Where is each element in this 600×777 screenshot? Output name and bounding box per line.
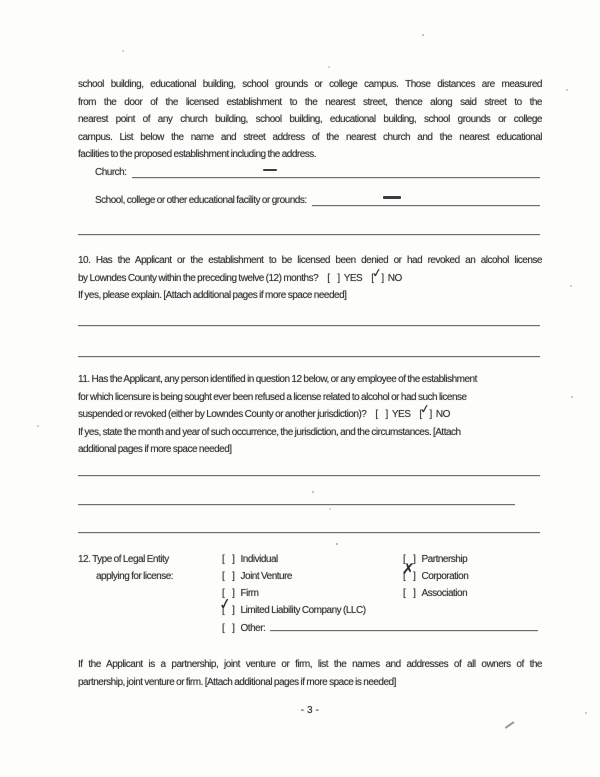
check-mark-icon: [ ] ✓ xyxy=(419,401,432,417)
q11-text-line: for which licensure is being sought ever been refused a license related to alcohol or had such license xyxy=(78,391,467,403)
q11-no-label: NO xyxy=(435,409,450,420)
check-mark-icon: [ ] ✓ xyxy=(371,264,384,281)
school-write-in-line[interactable] xyxy=(312,192,540,206)
q12-association-checkbox[interactable] xyxy=(403,585,417,602)
q11-write-in-line[interactable] xyxy=(78,461,540,476)
q12-option-label: Limited Liability Company (LLC) xyxy=(240,605,366,616)
church-field-row xyxy=(95,164,540,178)
x-mark-icon: [ ] ✗ xyxy=(401,560,416,579)
intro-line: school building, educational building, school grounds or college campus. Those distances are measured xyxy=(78,79,542,90)
intro-line: facilities to the proposed establishment including the address. xyxy=(78,149,317,160)
page-number: - 3 - xyxy=(300,705,320,716)
question-11 xyxy=(78,371,542,459)
q12-joint-venture-checkbox[interactable] xyxy=(222,568,236,585)
scan-speck xyxy=(329,508,331,510)
q11-write-in-line[interactable] xyxy=(78,518,540,533)
church-write-in-line[interactable] xyxy=(132,164,540,178)
q12-option-other[interactable] xyxy=(222,619,538,636)
scan-artifact-dash xyxy=(263,169,277,171)
scan-speck xyxy=(566,89,568,91)
scan-speck xyxy=(336,543,338,545)
q10-text-line: 10. Has the Applicant or the establishment to be licensed been denied or had revoked an alcohol license xyxy=(78,255,542,266)
q12-option-label: Joint Venture xyxy=(240,571,292,582)
q12-option-association[interactable] xyxy=(403,585,540,602)
q12-option-label: Association xyxy=(421,588,468,599)
church-label: Church: xyxy=(95,167,127,178)
q12-label-line1: 12. Type of Legal Entity xyxy=(78,554,169,565)
q11-yes-option[interactable] xyxy=(375,406,410,424)
scan-speck xyxy=(585,712,587,714)
q12-option-label: Corporation xyxy=(421,571,469,582)
closing-line: partnership, joint venture or firm. [Attach additional pages if more space is needed] xyxy=(78,676,396,688)
q12-label xyxy=(78,551,173,585)
q10-no-checkbox[interactable] xyxy=(371,264,385,288)
q10-write-in-line[interactable] xyxy=(78,342,540,357)
scan-speck xyxy=(571,396,573,398)
q10-yes-checkbox[interactable] xyxy=(327,270,341,288)
scan-speck xyxy=(122,50,124,52)
q12-option-corporation[interactable] xyxy=(401,560,540,585)
q10-no-label: NO xyxy=(387,272,402,284)
intro-line: nearest point of any church building, school building, educational building, school grounds or college xyxy=(78,114,542,125)
q11-no-option[interactable] xyxy=(419,401,450,424)
scan-artifact-pen-mark xyxy=(505,721,515,729)
check-mark-icon: [ ] ✓ xyxy=(217,595,233,614)
q12-option-llc[interactable] xyxy=(217,595,538,619)
q10-followup: If yes, please explain. [Attach additional pages if more space needed] xyxy=(78,290,347,301)
q11-answer-row xyxy=(78,401,542,424)
q11-followup-line: If yes, state the month and year of such occurrence, the jurisdiction, and the circumstances. [Attach xyxy=(78,426,461,438)
q12-option-partnership[interactable] xyxy=(403,551,540,568)
scan-speck xyxy=(422,34,424,36)
q10-text-tail: by Lowndes County within the preceding twelve (12) months? xyxy=(78,272,319,284)
intro-paragraph xyxy=(78,76,542,164)
q10-no-option[interactable] xyxy=(371,264,402,288)
scan-speck xyxy=(37,425,39,427)
school-field-row xyxy=(95,192,540,206)
q11-write-in-line[interactable] xyxy=(78,490,515,505)
write-in-line[interactable] xyxy=(78,220,540,235)
q12-other-write-in-line[interactable] xyxy=(270,619,538,631)
q12-individual-checkbox[interactable] xyxy=(222,551,236,568)
q12-llc-checkbox[interactable] xyxy=(217,595,236,619)
question-10 xyxy=(78,252,542,305)
school-label: School, college or other educational facility or grounds: xyxy=(95,195,307,206)
scan-speck xyxy=(328,66,330,68)
q12-option-label: Individual xyxy=(240,554,278,565)
q12-option-label: Other: xyxy=(240,623,266,634)
q10-answer-row xyxy=(78,264,542,288)
intro-line: campus. List below the name and street address of the nearest church and the nearest educational xyxy=(78,131,542,143)
scan-speck xyxy=(312,491,314,493)
q11-text-line: 11. Has the Applicant, any person identified in question 12 below, or any employee of the establishment xyxy=(78,374,477,385)
q11-text-tail: suspended or revoked (either by Lowndes County or another jurisdiction)? xyxy=(78,409,367,420)
closing-line: If the Applicant is a partnership, joint venture or firm, list the names and addresses of all owners of the xyxy=(78,659,542,670)
closing-paragraph xyxy=(78,656,542,691)
q12-option-label: Partnership xyxy=(421,554,468,565)
q10-yes-option[interactable] xyxy=(327,270,362,288)
q12-other-checkbox[interactable] xyxy=(222,620,236,637)
intro-line: from the door of the licensed establishment to the nearest street, thence along said street to the xyxy=(78,96,542,108)
q11-yes-label: YES xyxy=(391,409,411,420)
q12-option-label: Firm xyxy=(240,588,259,599)
q12-options-column-2 xyxy=(403,551,540,602)
q10-yes-label: YES xyxy=(343,272,363,284)
scan-artifact-dash xyxy=(383,196,401,199)
scan-speck xyxy=(570,285,572,287)
q11-yes-checkbox[interactable] xyxy=(375,406,389,424)
q12-label-line2: applying for license: xyxy=(96,571,174,582)
q11-no-checkbox[interactable] xyxy=(419,401,433,424)
q11-followup-line: additional pages if more space needed] xyxy=(78,444,232,455)
q12-corporation-checkbox[interactable] xyxy=(401,560,417,585)
q10-write-in-line[interactable] xyxy=(78,311,540,326)
